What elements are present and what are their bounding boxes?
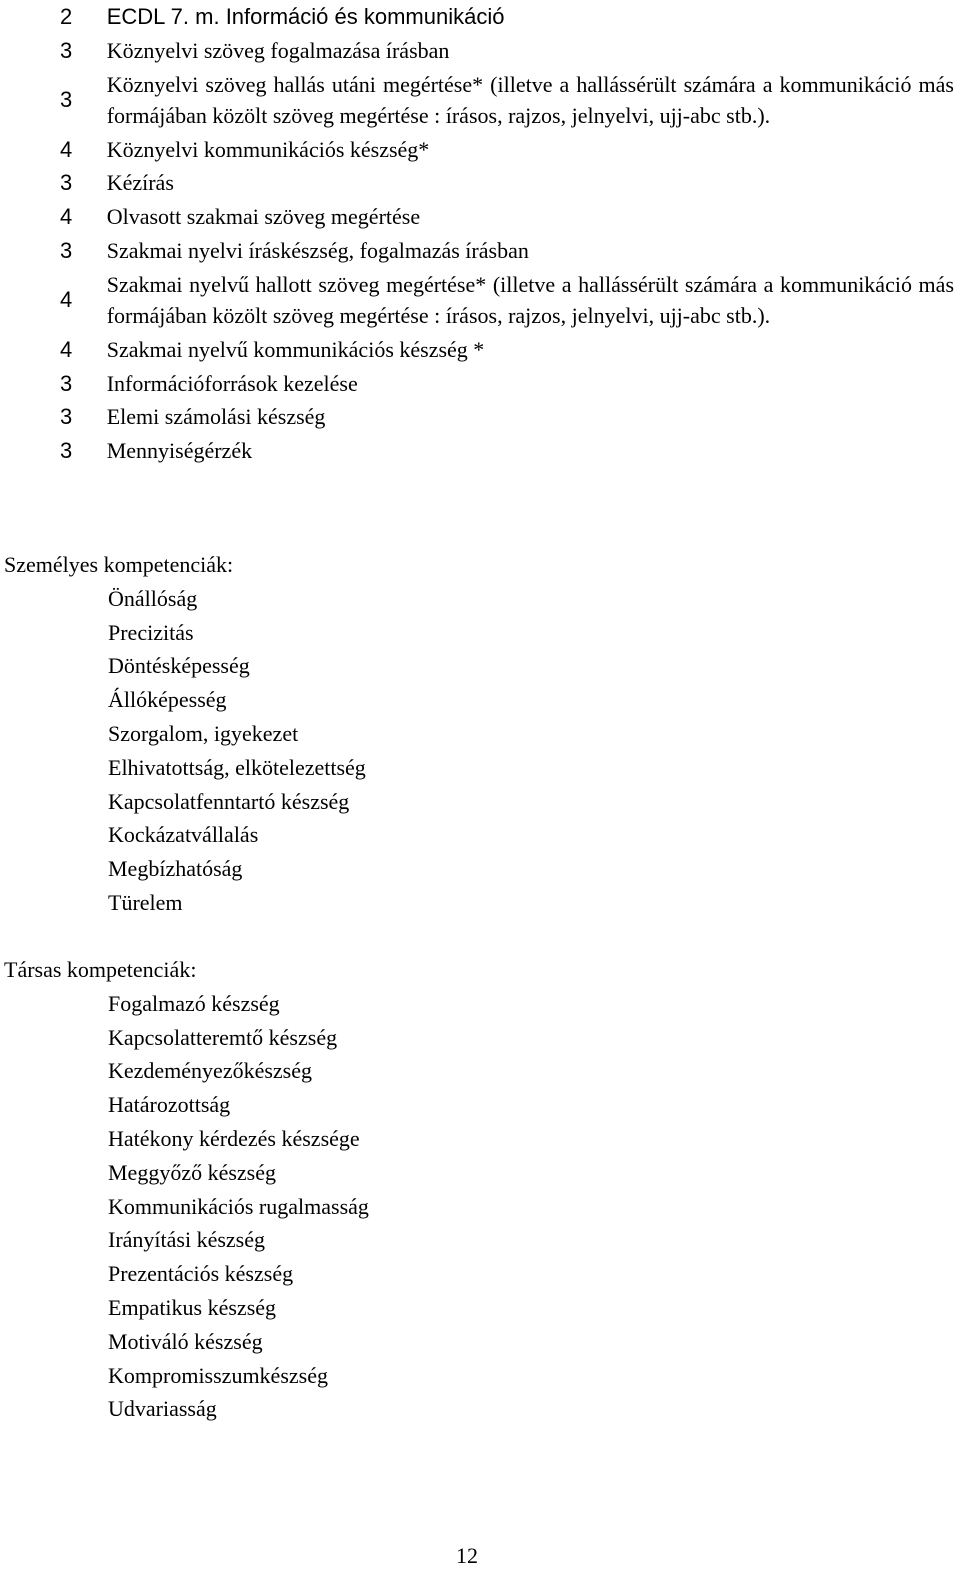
- skill-description: Információforrások kezelése: [106, 370, 358, 396]
- skill-level: 2: [60, 4, 73, 29]
- table-row: [0, 34, 960, 68]
- table-row: [0, 0, 960, 34]
- list-item: Kezdeményezőkészség: [108, 1058, 313, 1084]
- list-item: Szorgalom, igyekezet: [108, 720, 299, 746]
- skill-description: Kézírás: [106, 170, 174, 196]
- social-competencies-section: [0, 953, 960, 1426]
- list-item: Hatékony kérdezés készsége: [108, 1125, 360, 1151]
- list-item: Elhivatottság, elkötelezettség: [108, 754, 366, 780]
- skill-description: Szakmai nyelvű kommunikációs készség *: [106, 336, 485, 362]
- list-item: Megbízhatóság: [108, 856, 243, 882]
- list-item: Precizitás: [108, 619, 194, 645]
- skill-description: ECDL 7. m. Információ és kommunikáció: [106, 4, 505, 29]
- personal-competencies-section: [0, 548, 960, 920]
- list-item: Kapcsolatfenntartó készség: [108, 788, 350, 814]
- table-row: [0, 333, 960, 367]
- skill-description: Köznyelvi szöveg hallás utáni megértése* (illetve a hallássérült számára a kommunikáció más formájában közölt szöveg megértése : írásos, rajzos, jelnyelvi, ujj-abc stb.).: [106, 71, 954, 128]
- skill-level: 4: [60, 336, 73, 362]
- skill-description: Köznyelvi kommunikációs készség*: [106, 136, 430, 162]
- list-item: Meggyőző készség: [108, 1159, 277, 1185]
- skill-level: 3: [60, 404, 73, 430]
- list-item: Prezentációs készség: [108, 1261, 294, 1287]
- table-row: [0, 68, 960, 133]
- table-row: [0, 367, 960, 401]
- skill-description: Köznyelvi szöveg fogalmazása írásban: [106, 37, 450, 63]
- skill-level: 3: [60, 370, 73, 396]
- list-item: Fogalmazó készség: [108, 990, 280, 1016]
- table-row: [0, 234, 960, 268]
- table-row: [0, 268, 960, 333]
- skills-table: [0, 0, 960, 468]
- list-item: Határozottság: [108, 1092, 231, 1118]
- list-item: Türelem: [108, 889, 183, 915]
- list-item: Kockázatvállalás: [108, 822, 259, 848]
- skill-level: 3: [60, 237, 73, 263]
- social-competencies-heading: Társas kompetenciák:: [4, 957, 197, 982]
- table-row: [0, 434, 960, 468]
- list-item: Önállóság: [108, 585, 198, 611]
- personal-competencies-heading: Személyes kompetenciák:: [4, 552, 234, 577]
- skill-level: 3: [60, 438, 73, 464]
- skill-level: 3: [60, 170, 73, 196]
- skill-level: 4: [60, 136, 73, 162]
- list-item: Állóképesség: [108, 687, 227, 713]
- skill-description: Szakmai nyelvű hallott szöveg megértése* (illetve a hallássérült számára a kommunikáció más formájában közölt szöveg megértése : írásos, rajzos, jelnyelvi, ujj-abc stb.).: [106, 271, 954, 328]
- personal-competencies-list: [0, 582, 960, 920]
- list-item: Udvariasság: [108, 1396, 217, 1422]
- skill-description: Szakmai nyelvi íráskészség, fogalmazás írásban: [106, 237, 529, 263]
- skill-description: Mennyiségérzék: [106, 438, 253, 464]
- skill-level: 3: [60, 87, 73, 113]
- table-row: [0, 400, 960, 434]
- list-item: Kompromisszumkészség: [108, 1362, 328, 1388]
- skill-description: Elemi számolási készség: [106, 404, 326, 430]
- list-item: Irányítási készség: [108, 1227, 265, 1253]
- list-item: Döntésképesség: [108, 653, 250, 679]
- skill-level: 4: [60, 287, 73, 313]
- list-item: Motiváló készség: [108, 1328, 263, 1354]
- table-row: [0, 166, 960, 200]
- list-item: Kommunikációs rugalmasság: [108, 1193, 369, 1219]
- list-item: Empatikus készség: [108, 1294, 277, 1320]
- skill-level: 3: [60, 37, 73, 63]
- table-row: [0, 133, 960, 167]
- skill-level: 4: [60, 204, 73, 230]
- skill-description: Olvasott szakmai szöveg megértése: [106, 204, 421, 230]
- list-item: Kapcsolatteremtő készség: [108, 1024, 338, 1050]
- table-row: [0, 200, 960, 234]
- page-number: 12: [456, 1543, 478, 1568]
- social-competencies-list: [0, 987, 960, 1426]
